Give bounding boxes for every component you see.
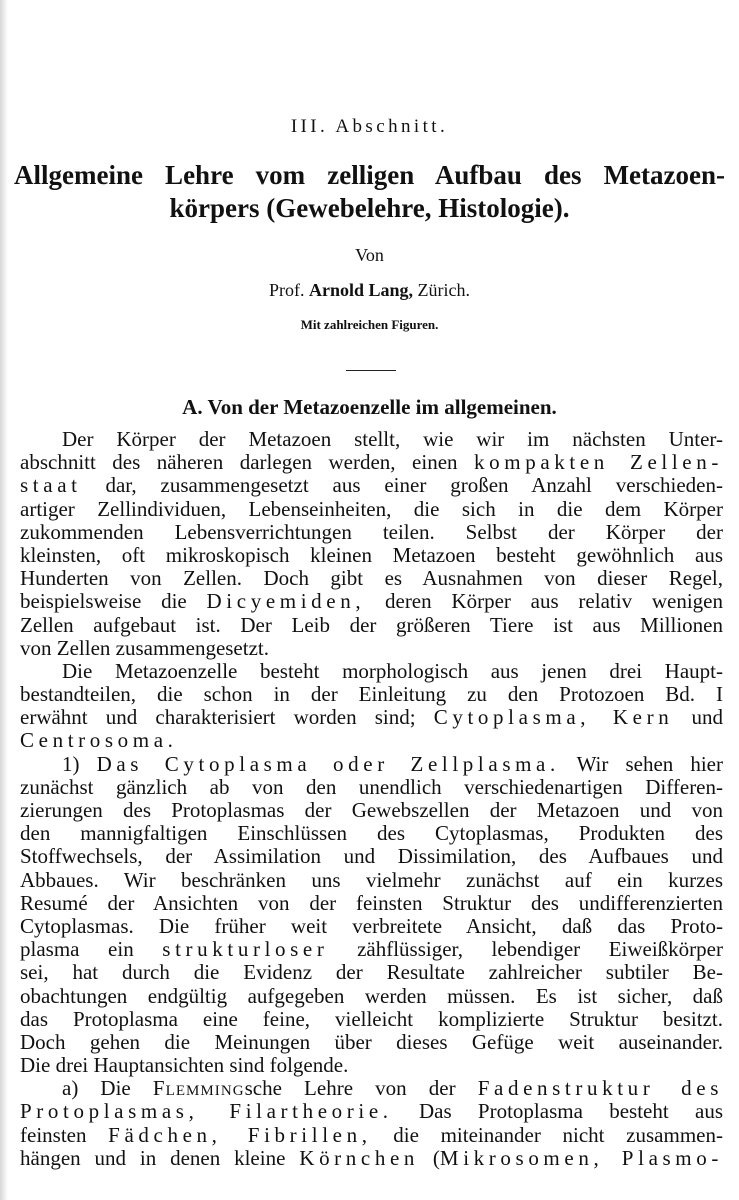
author-line [0,280,739,301]
spaced-emphasis-text: Fadenstruktur des [477,1076,724,1101]
author-prefix: Prof. [268,280,305,300]
by-label: Von [355,245,384,265]
text-line [20,474,723,497]
spaced-emphasis-text: strukturloser [162,937,329,962]
text-segment: zierungen des Protoplasmas der Gewebszellen der Metazoen und von [20,798,723,822]
figures-note: Mit zahlreichen Figuren. [300,317,439,332]
text-segment: Doch gehen die Meinungen über dieses Gefüge weit auseinander. [20,1029,723,1054]
text-line [20,1124,723,1147]
text-segment: von Zellen zusammengesetzt. [20,635,269,660]
text-line [20,1147,723,1170]
body-text [20,428,723,1170]
text-segment: erwähnt und charakterisiert worden sind; [20,705,434,730]
text-segment: artiger Zellindividuen, Lebenseinheiten, die sich in die dem Körper [20,496,723,521]
text-segment: Zellen aufgebaut ist. Der Leib der größeren Tiere ist aus Millionen [20,612,723,637]
subheading: A. Von der Metazoenzelle im allgemeinen. [182,395,557,419]
text-line [20,776,723,799]
text-line [20,637,723,660]
author-place: Zürich. [417,280,470,300]
spaced-emphasis-text: Das Cytoplasma oder Zellplasma. [96,751,560,776]
text-segment: zunächst gänzlich ab von den unendlich verschiedenartigen Differen- [20,774,723,799]
text-segment: dar, zusammengesetzt aus einer großen Anzahl verschieden- [81,473,723,498]
spaced-emphasis-text: Fädchen, Fibrillen, [108,1122,372,1147]
spaced-emphasis-text: Mikrosomen, Plasmo- [439,1145,723,1170]
text-segment: bestandteilen, die schon in der Einleitung zu den Protozoen Bd. I [20,682,723,707]
text-segment: zukommenden Lebensverrichtungen teilen. Selbst der Körper der [20,519,723,544]
spaced-emphasis-text: Körnchen [299,1145,420,1170]
text-line [20,845,723,868]
text-segment: kleinsten, oft mikroskopisch kleinen Metazoen besteht gewöhnlich aus [20,542,723,567]
author-name: Arnold Lang, [308,280,414,300]
text-segment: die miteinander nicht zusammen- [371,1122,723,1147]
text-segment: plasma ein [20,937,163,962]
text-segment: den mannigfaltigen Einschlüssen des Cytoplasmas, Produkten des [20,821,723,846]
text-line [20,1031,723,1054]
text-segment: Cytoplasmas. Die früher weit verbreitete Ansicht, daß das Proto- [20,913,723,938]
spaced-emphasis-text: Centrosoma. [20,728,178,753]
text-segment: sche Lehre von der [244,1076,478,1101]
section-number: III. Abschnitt. [290,116,449,137]
text-line [20,799,723,822]
text-segment: Die Metazoenzelle besteht morphologisch aus jenen drei Haupt- [62,658,723,683]
text-segment: Abbaues. Wir beschränken uns vielmehr zunächst auf ein kurzes [20,867,723,892]
text-line [20,498,723,521]
text-line [20,1008,723,1031]
text-line [20,822,723,845]
text-segment: Das Protoplasma besteht aus [392,1099,723,1124]
text-segment: abschnitt des näheren darlegen werden, einen [20,450,475,475]
text-segment: a) Die [62,1076,153,1101]
text-line [20,683,723,706]
small-caps-name: Flemming [152,1076,245,1101]
text-line [20,1077,723,1100]
text-segment: Der Körper der Metazoen stellt, wie wir im nächsten Unter- [62,427,723,451]
text-segment: und [673,705,723,730]
text-segment: feinsten [20,1122,109,1147]
text-segment: ( [419,1145,440,1170]
text-line [20,961,723,984]
text-line [20,1054,723,1077]
text-line [20,590,723,613]
text-segment: sei, hat durch die Evidenz der Resultate zahlreicher subtiler Be- [20,960,723,985]
text-segment: hängen und in denen kleine [20,1145,300,1170]
text-line [20,428,723,451]
text-segment: 1) [62,751,97,776]
spaced-emphasis-text: staat [20,473,82,498]
text-line [20,451,723,474]
text-line [20,915,723,938]
spaced-emphasis-text: kompakten Zellen- [474,450,723,475]
text-line [20,985,723,1008]
text-segment: das Protoplasma eine feine, vielleicht komplizierte Struktur besitzt. [20,1006,723,1031]
text-segment: Die drei Hauptansichten sind folgende. [20,1053,349,1078]
text-segment: obachtungen endgültig aufgegeben werden müssen. Es ist sicher, daß [20,983,723,1008]
text-segment: Stoffwechsels, der Assimilation und Dissimilation, des Aufbaues und [20,844,723,869]
spaced-emphasis-text: Cytoplasma, Kern [433,705,674,730]
chapter-title-line-2: körpers (Gewebelehre, Histologie). [169,193,570,223]
text-line [20,706,723,729]
scan-edge-shadow [0,0,8,1200]
text-segment: beispielsweise die [20,589,207,614]
text-line [20,938,723,961]
spaced-emphasis-text: Protoplasmas, Filartheorie. [20,1099,393,1124]
divider-rule [346,370,396,371]
text-segment: deren Körper aus relativ wenigen [365,589,723,614]
text-line [20,567,723,590]
chapter-title-line-1: Allgemeine Lehre vom zelligen Aufbau des Metazoen- [14,160,725,190]
text-line [20,729,723,752]
text-segment: Hunderten von Zellen. Doch gibt es Ausnahmen von dieser Regel, [20,566,723,591]
spaced-emphasis-text: Dicyemiden, [206,589,366,614]
text-segment: Resumé der Ansichten von der feinsten Struktur des undifferenzierten [20,890,723,915]
text-line [20,1100,723,1123]
text-line [20,869,723,892]
text-line [20,521,723,544]
text-line [20,614,723,637]
text-line [20,753,723,776]
text-segment: zähflüssiger, lebendiger Eiweißkörper [328,937,723,962]
text-line [20,892,723,915]
text-line [20,660,723,683]
text-line [20,544,723,567]
text-segment: Wir sehen hier [559,751,723,776]
